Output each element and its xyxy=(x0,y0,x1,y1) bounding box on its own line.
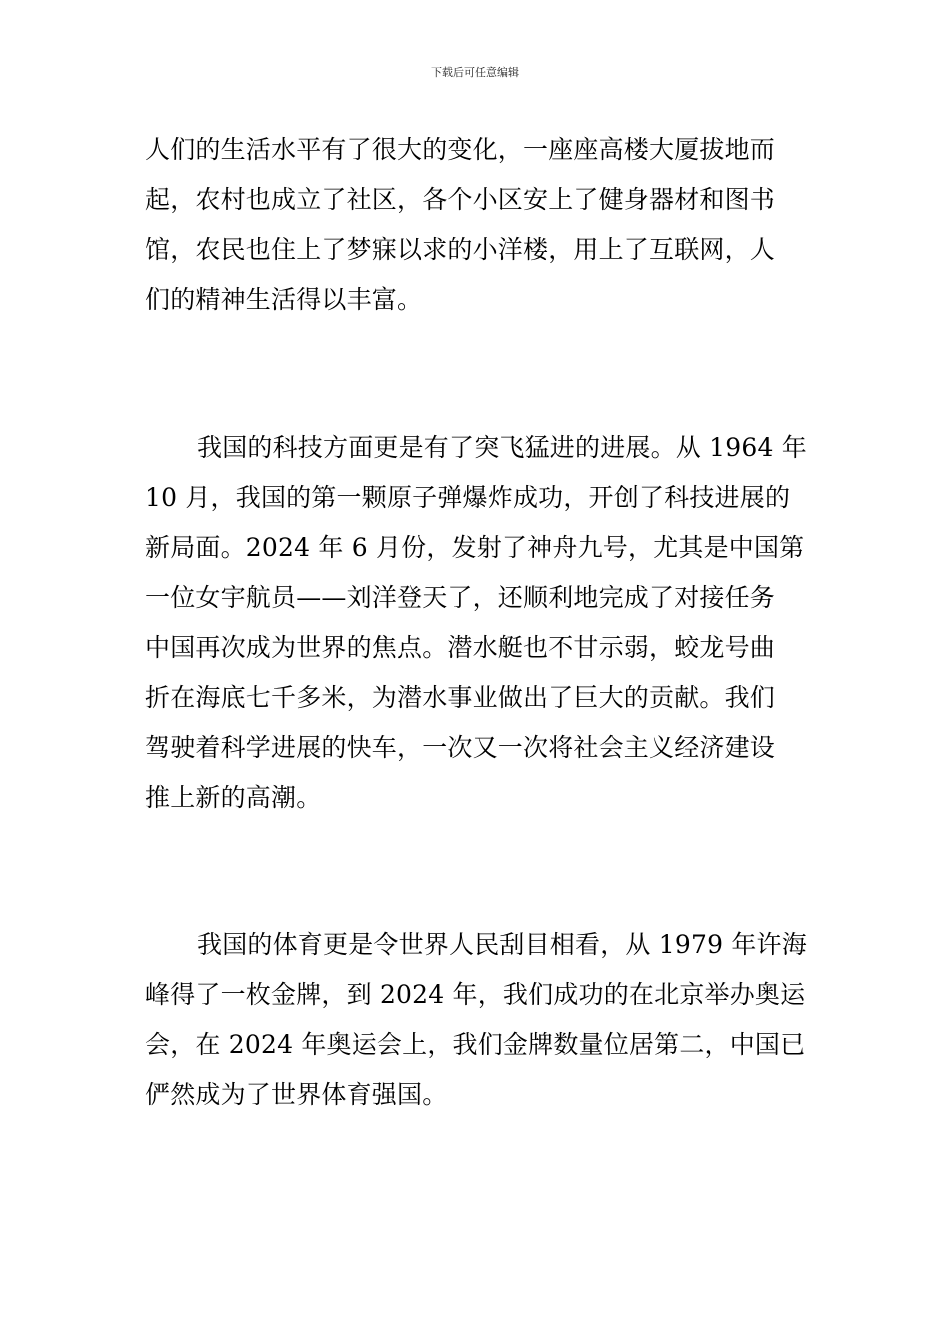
paragraph-line: 起，农村也成立了社区，各个小区安上了健身器材和图书 xyxy=(145,185,776,214)
page-header-note: 下载后可任意编辑 xyxy=(431,66,519,79)
paragraph-line: 我国的体育更是令世界人民刮目相看，从 1979 年许海 xyxy=(197,930,807,959)
paragraph-line: 一位女宇航员——刘洋登天了，还顺利地完成了对接任务 xyxy=(145,583,776,612)
paragraph-living-standards xyxy=(145,125,809,325)
paragraph-line: 俨然成为了世界体育强国。 xyxy=(145,1080,448,1109)
paragraph-line: 峰得了一枚金牌，到 2024 年，我们成功的在北京举办奥运 xyxy=(145,980,806,1009)
paragraph-line: 人们的生活水平有了很大的变化，一座座高楼大厦拔地而 xyxy=(145,135,776,164)
paragraph-line: 推上新的高潮。 xyxy=(145,783,322,812)
paragraph-line: 折在海底七千多米，为潜水事业做出了巨大的贡献。我们 xyxy=(145,683,776,712)
paragraph-sports xyxy=(145,920,809,1120)
paragraph-line: 们的精神生活得以丰富。 xyxy=(145,285,423,314)
paragraph-line: 10 月，我国的第一颗原子弹爆炸成功，开创了科技进展的 xyxy=(145,483,791,512)
paragraph-line: 驾驶着科学进展的快车，一次又一次将社会主义经济建设 xyxy=(145,733,776,762)
paragraph-line: 会，在 2024 年奥运会上，我们金牌数量位居第二，中国已 xyxy=(145,1030,806,1059)
paragraph-line: 馆，农民也住上了梦寐以求的小洋楼，用上了互联网，人 xyxy=(145,235,776,264)
paragraph-line: 新局面。2024 年 6 月份，发射了神舟九号，尤其是中国第 xyxy=(145,533,805,562)
paragraph-line: 中国再次成为世界的焦点。潜水艇也不甘示弱，蛟龙号曲 xyxy=(145,633,776,662)
paragraph-line: 我国的科技方面更是有了突飞猛进的进展。从 1964 年 xyxy=(197,433,807,462)
paragraph-technology xyxy=(145,423,809,823)
